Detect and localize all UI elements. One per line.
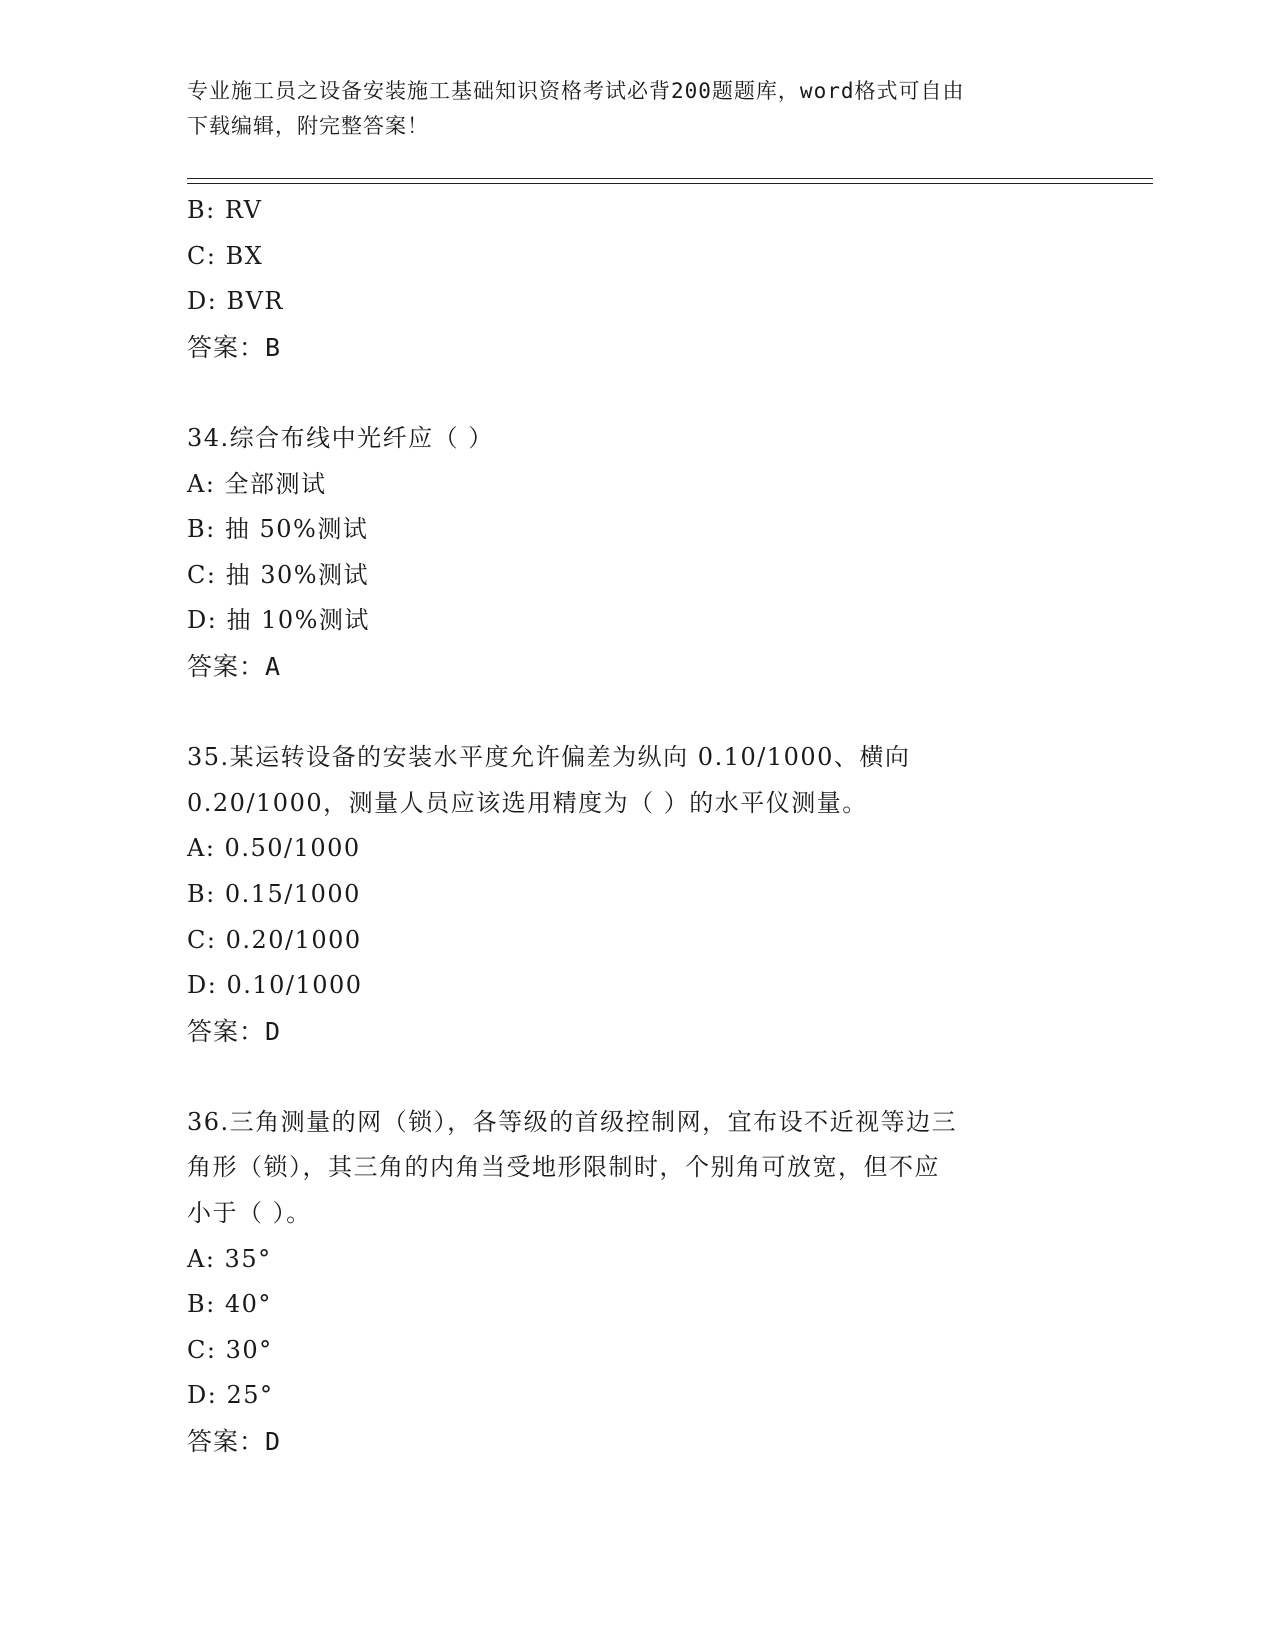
header-title-line-1: 专业施工员之设备安装施工基础知识资格考试必背200题题库，word格式可自由 [187,79,965,103]
answer-line: 答案：A [187,651,282,681]
option-line: D: 0.10/1000 [187,971,363,1000]
answer-line: 答案：D [187,1427,282,1457]
spacer [187,690,1117,736]
question-text: 小于（ ）。 [187,1199,312,1228]
option-line: D: 抽 10%测试 [187,606,370,635]
question-text: 35.某运转设备的安装水平度允许偏差为纵向 0.10/1000、横向 [187,743,911,772]
question-text: 0.20/1000，测量人员应该选用精度为（ ）的水平仪测量。 [187,788,868,817]
option-line: A: 全部测试 [187,469,327,498]
question-text: 34.综合布线中光纤应（ ） [187,423,494,452]
option-line: C: 30° [187,1335,273,1364]
option-line: B: 40° [187,1290,272,1319]
header-title-line-2: 下载编辑，附完整答案！ [187,114,429,138]
option-line: C: BX [187,241,264,270]
option-line: C: 0.20/1000 [187,925,362,954]
header-divider-bottom [187,183,1153,184]
answer-line: 答案：B [187,332,282,362]
option-line: C: 抽 30%测试 [187,560,370,589]
option-line: D: 25° [187,1381,274,1410]
option-line: B: 0.15/1000 [187,879,361,908]
question-list [187,188,1117,1465]
spacer [187,1054,1117,1100]
spacer [187,370,1117,416]
option-line: A: 35° [187,1244,272,1273]
question-text: 角形（锁），其三角的内角当受地形限制时，个别角可放宽，但不应 [187,1153,940,1182]
option-line: B: 抽 50%测试 [187,515,369,544]
question-text: 36.三角测量的网（锁），各等级的首级控制网，宜布设不近视等边三 [187,1107,958,1136]
header-divider-top [187,178,1153,179]
option-line: D: BVR [187,287,284,316]
option-line: A: 0.50/1000 [187,834,361,863]
document-header [187,74,1067,144]
option-line: B: RV [187,196,263,224]
answer-line: 答案：D [187,1016,282,1046]
